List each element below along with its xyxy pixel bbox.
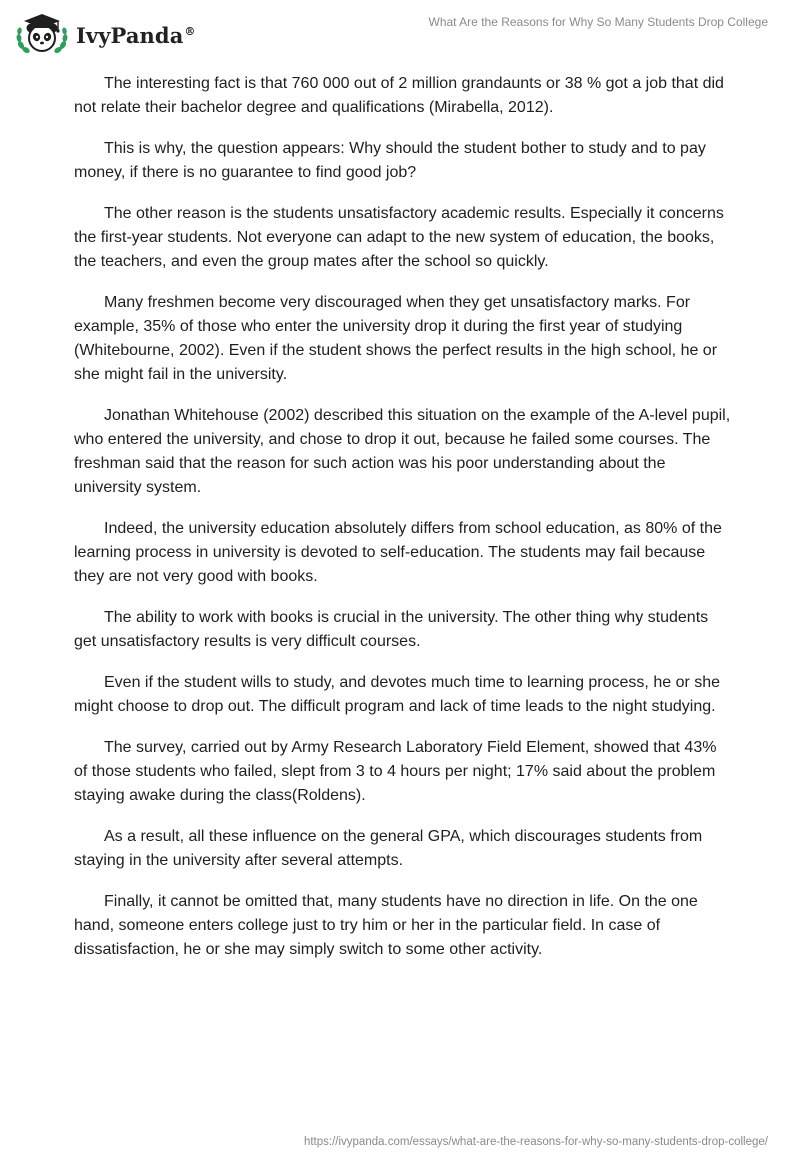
paragraph: Jonathan Whitehouse (2002) described this situation on the example of the A-level pupil, who entered the university, and chose to drop it out, because he failed some courses. The freshman said that the reason for such action was his poor understanding about the university system. (74, 407, 731, 496)
essay-title: What Are the Reasons for Why So Many Students Drop College (428, 15, 768, 29)
ivypanda-logo[interactable] (14, 9, 196, 57)
paragraph: Many freshmen become very discouraged when they get unsatisfactory marks. For example, 35% of those who enter the university drop it during the first year of studying (Whitebourne, 2002). Even if the student shows the perfect results in the high school, he or she might fail in the university. (74, 294, 718, 383)
paragraph: Even if the student wills to study, and devotes much time to learning process, he or she might choose to drop out. The difficult program and lack of time leads to the night studying. (74, 674, 721, 715)
panda-graduate-icon (14, 9, 74, 57)
paragraph: The ability to work with books is crucial in the university. The other thing why students get unsatisfactory results is very difficult courses. (74, 609, 709, 650)
paragraph: The survey, carried out by Army Research Laboratory Field Element, showed that 43% of those students who failed, slept from 3 to 4 hours per night; 17% said about the problem staying awake during the class(Roldens). (74, 739, 717, 804)
paragraph: Finally, it cannot be omitted that, many students have no direction in life. On the one hand, someone enters college just to try him or her in the particular field. In case of dissatisfaction, he or she may simply switch to some other activity. (74, 893, 698, 958)
paragraph: This is why, the question appears: Why should the student bother to study and to pay money, if there is no guarantee to find good job? (74, 140, 706, 181)
paragraph: Indeed, the university education absolutely differs from school education, as 80% of the learning process in university is devoted to self-education. The students may fail because they are not very good with books. (74, 520, 722, 585)
brand-name: IvyPanda® (76, 22, 196, 48)
paragraph: As a result, all these influence on the general GPA, which discourages students from staying in the university after several attempts. (74, 828, 703, 869)
registered-mark: ® (184, 24, 196, 38)
paragraph: The interesting fact is that 760 000 out of 2 million grandaunts or 38 % got a job that did not relate their bachelor degree and qualifications (Mirabella, 2012). (74, 75, 724, 116)
page-header (0, 0, 800, 60)
source-url[interactable]: https://ivypanda.com/essays/what-are-the-reasons-for-why-so-many-students-drop-college/ (303, 1136, 768, 1148)
essay-body (74, 72, 734, 979)
paragraph: The other reason is the students unsatisfactory academic results. Especially it concerns the first-year students. Not everyone can adapt to the new system of education, the books, the teachers, and even the group mates after the school so quickly. (74, 205, 724, 270)
